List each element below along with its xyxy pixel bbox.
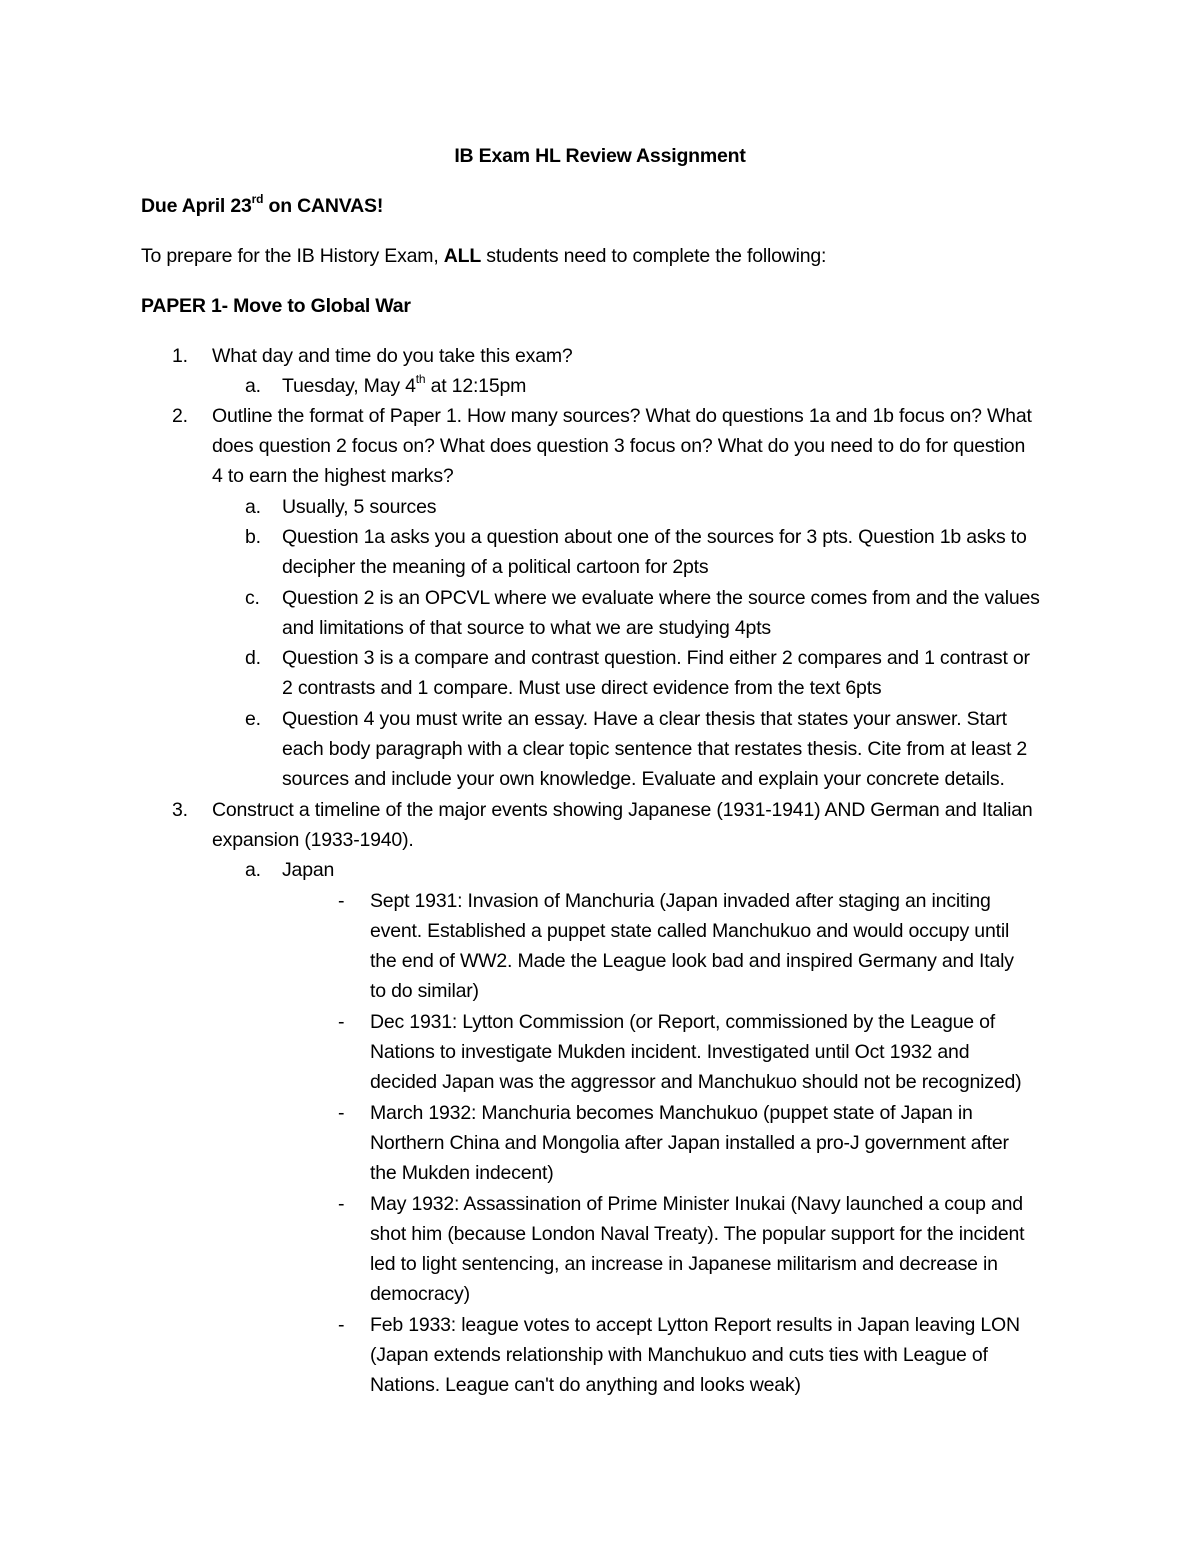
bullet-dash: -: [338, 890, 345, 912]
intro-text: [141, 241, 826, 271]
timeline-event-line: democracy): [370, 1283, 470, 1305]
due-date-suffix: rd: [251, 191, 264, 206]
answer-letter: a.: [245, 496, 261, 518]
question-text-line: Construct a timeline of the major events showing Japanese (1931-1941) AND German and Italian: [212, 799, 1033, 821]
timeline-subheading: Japan: [282, 859, 335, 881]
answer-text-start: Tuesday, May 4: [282, 375, 416, 397]
question-number: 2.: [172, 405, 188, 427]
question-text-line: does question 2 focus on? What does question 3 focus on? What do you need to do for question: [212, 435, 1026, 457]
timeline-event-line: decided Japan was the aggressor and Manchukuo should not be recognized): [370, 1071, 1022, 1093]
timeline-event-line: the Mukden indecent): [370, 1162, 554, 1184]
answer-text-line: Question 2 is an OPCVL where we evaluate where the source comes from and the values: [282, 587, 1040, 609]
timeline-event-line: Nations to investigate Mukden incident. Investigated until Oct 1932 and: [370, 1041, 970, 1063]
section-heading: PAPER 1- Move to Global War: [141, 295, 411, 317]
answer-letter: c.: [245, 587, 260, 609]
timeline-event-line: event. Established a puppet state called Manchukuo and would occupy until: [370, 920, 1010, 942]
answer-letter: d.: [245, 647, 261, 669]
answer-text-line: each body paragraph with a clear topic sentence that restates thesis. Cite from at least 2: [282, 738, 1028, 760]
intro-text-start: To prepare for the IB History Exam,: [141, 245, 444, 267]
timeline-event-line: (Japan extends relationship with Manchukuo and cuts ties with League of: [370, 1344, 988, 1366]
answer-text-line: Question 3 is a compare and contrast question. Find either 2 compares and 1 contrast or: [282, 647, 1030, 669]
answer-text-suffix: th: [415, 371, 426, 386]
timeline-event-line: led to light sentencing, an increase in Japanese militarism and decrease in: [370, 1253, 998, 1275]
answer-text-line: sources and include your own knowledge. Evaluate and explain your concrete details.: [282, 768, 1005, 790]
question-text-line: Outline the format of Paper 1. How many sources? What do questions 1a and 1b focus on? What: [212, 405, 1032, 427]
answer-letter: a.: [245, 859, 261, 881]
answer-text-line: 2 contrasts and 1 compare. Must use direct evidence from the text 6pts: [282, 677, 882, 699]
answer-text-line: Question 4 you must write an essay. Have a clear thesis that states your answer. Start: [282, 708, 1007, 730]
bullet-dash: -: [338, 1011, 345, 1033]
intro-text-emphasis: ALL: [443, 245, 482, 267]
timeline-event-line: May 1932: Assassination of Prime Minister Inukai (Navy launched a coup and: [370, 1193, 1023, 1215]
timeline-event-line: March 1932: Manchuria becomes Manchukuo (puppet state of Japan in: [370, 1102, 973, 1124]
due-date-text: Due April 23: [141, 195, 252, 217]
timeline-event-line: Dec 1931: Lytton Commission (or Report, commissioned by the League of: [370, 1011, 995, 1033]
timeline-event-line: the end of WW2. Made the League look bad and inspired Germany and Italy: [370, 950, 1014, 972]
timeline-event-line: Northern China and Mongolia after Japan installed a pro-J government after: [370, 1132, 1009, 1154]
answer-letter: b.: [245, 526, 261, 548]
question-number: 3.: [172, 799, 188, 821]
question-number: 1.: [172, 345, 188, 367]
question-text-line: 4 to earn the highest marks?: [212, 465, 454, 487]
bullet-dash: -: [338, 1102, 345, 1124]
intro-text-end: students need to complete the following:: [481, 245, 827, 267]
answer-text-end: at 12:15pm: [425, 375, 527, 397]
answer-text-line: Usually, 5 sources: [282, 496, 437, 518]
question-text: What day and time do you take this exam?: [212, 345, 573, 367]
due-date: [141, 191, 383, 221]
answer-text-line: decipher the meaning of a political cartoon for 2pts: [282, 556, 709, 578]
answer-letter: a.: [245, 375, 261, 397]
due-date-location: on CANVAS!: [263, 195, 384, 217]
timeline-event-line: Feb 1933: league votes to accept Lytton Report results in Japan leaving LON: [370, 1314, 1020, 1336]
answer-text-line: and limitations of that source to what we are studying 4pts: [282, 617, 771, 639]
bullet-dash: -: [338, 1314, 345, 1336]
answer-text-line: Question 1a asks you a question about one of the sources for 3 pts. Question 1b asks to: [282, 526, 1027, 548]
question-text-line: expansion (1933-1940).: [212, 829, 414, 851]
bullet-dash: -: [338, 1193, 345, 1215]
timeline-event-line: Sept 1931: Invasion of Manchuria (Japan invaded after staging an inciting: [370, 890, 991, 912]
answer-text: [282, 371, 526, 401]
document-title: IB Exam HL Review Assignment: [454, 145, 746, 167]
timeline-event-line: shot him (because London Naval Treaty). The popular support for the incident: [370, 1223, 1025, 1245]
timeline-event-line: Nations. League can't do anything and looks weak): [370, 1374, 801, 1396]
timeline-event-line: to do similar): [370, 980, 479, 1002]
answer-letter: e.: [245, 708, 261, 730]
